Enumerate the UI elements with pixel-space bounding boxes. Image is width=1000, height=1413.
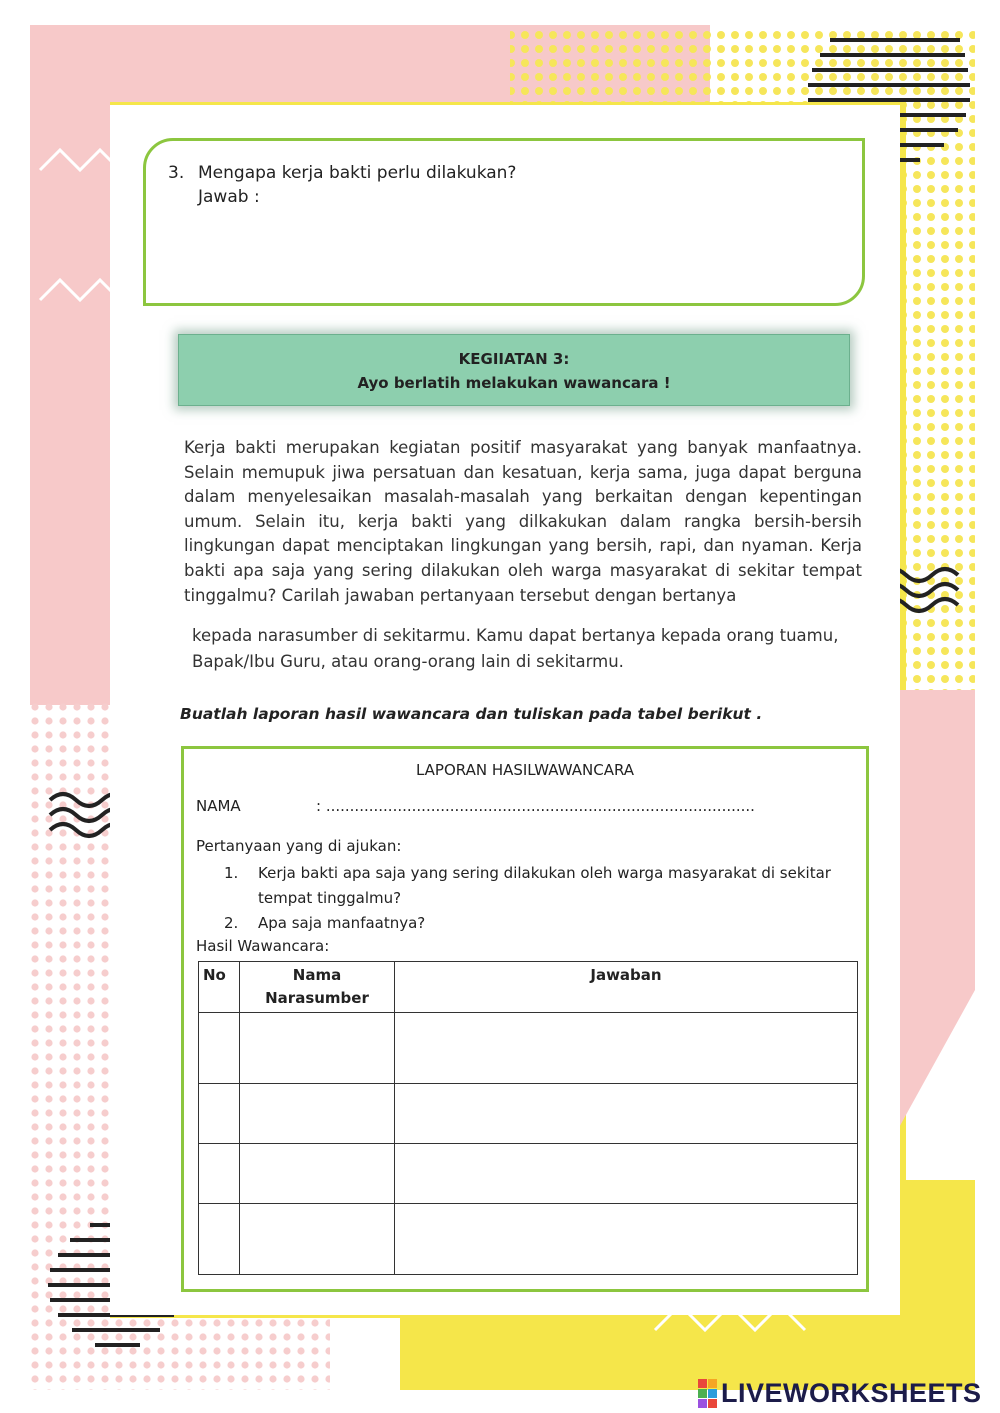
cell-jawaban[interactable] — [395, 1204, 858, 1275]
laporan-title: LAPORAN HASILWAWANCARA — [415, 761, 635, 779]
cell-nama[interactable] — [240, 1013, 395, 1084]
question-text: Kerja bakti apa saja yang sering dilakukan oleh warga masyarakat di sekitar tempat tinggalmu? — [258, 864, 831, 907]
table-header-row — [199, 962, 858, 1013]
laporan-box — [181, 746, 869, 1292]
question-number: 2. — [224, 914, 239, 932]
list-item — [224, 861, 844, 911]
cell-no[interactable] — [199, 1144, 240, 1204]
question-3-label: Mengapa kerja bakti perlu dilakukan? — [198, 163, 517, 183]
intro-paragraph-continued: kepada narasumber di sekitarmu. Kamu dapat bertanya kepada orang tuamu, Bapak/Ibu Guru, atau orang-orang lain di sekitarmu. — [192, 626, 839, 671]
liveworksheets-logo-icon — [698, 1379, 717, 1408]
cell-nama[interactable] — [240, 1204, 395, 1275]
cell-no[interactable] — [199, 1084, 240, 1144]
kegiatan-title: KEGIIATAN 3: — [458, 350, 570, 368]
kegiatan-banner — [178, 334, 850, 406]
table-row — [199, 1084, 858, 1144]
question-number: 1. — [224, 864, 239, 882]
question-3-number: 3. — [168, 163, 185, 183]
table-row — [199, 1204, 858, 1275]
pertanyaan-list — [224, 861, 844, 936]
cell-jawaban[interactable] — [395, 1013, 858, 1084]
nama-label: NAMA — [196, 797, 241, 815]
question-3-text — [168, 159, 516, 187]
header-jawaban: Jawaban — [395, 962, 858, 1013]
intro-paragraph: Kerja bakti merupakan kegiatan positif masyarakat yang banyak manfaatnya. Selain memupuk jiwa persatuan dan kesatuan, kerja sama, juga dapat berguna dalam menyelesaikan masalah-masalah yang berkaitan dengan kepentingan umum. Selain itu, kerja bakti yang dilkakukan dalam rangka bersih-bersih lingkungan dapat menciptakan lingkungan yang bersih, rapi, dan nyaman. Kerja bakti apa saja yang sering dilakukan oleh warga masyarakat di sekitar tempat tinggalmu? Carilah jawaban pertanyaan tersebut dengan bertanya — [184, 438, 862, 605]
hasil-table — [198, 961, 858, 1275]
list-item — [224, 911, 844, 936]
table-row — [199, 1144, 858, 1204]
liveworksheets-logo[interactable] — [698, 1376, 982, 1410]
cell-no[interactable] — [199, 1013, 240, 1084]
nama-field[interactable]: : .......................................................................................... — [316, 797, 755, 815]
table-row — [199, 1013, 858, 1084]
liveworksheets-logo-text: LIVEWORKSHEETS — [721, 1377, 982, 1408]
question-text: Apa saja manfaatnya? — [258, 914, 426, 932]
pertanyaan-label: Pertanyaan yang di ajukan: — [196, 837, 402, 855]
cell-no[interactable] — [199, 1204, 240, 1275]
instruction-text: Buatlah laporan hasil wawancara dan tuliskan pada tabel berikut . — [180, 705, 763, 723]
cell-nama[interactable] — [240, 1144, 395, 1204]
cell-nama[interactable] — [240, 1084, 395, 1144]
header-nama-narasumber: Nama Narasumber — [240, 962, 395, 1013]
question-3-box — [143, 138, 865, 306]
cell-jawaban[interactable] — [395, 1084, 858, 1144]
question-3-answer-label: Jawab : — [198, 187, 260, 207]
hasil-wawancara-label: Hasil Wawancara: — [196, 937, 330, 955]
header-no: No — [199, 962, 240, 1013]
nama-row — [196, 797, 755, 815]
cell-jawaban[interactable] — [395, 1144, 858, 1204]
kegiatan-subtitle: Ayo berlatih melakukan wawancara ! — [357, 374, 671, 392]
